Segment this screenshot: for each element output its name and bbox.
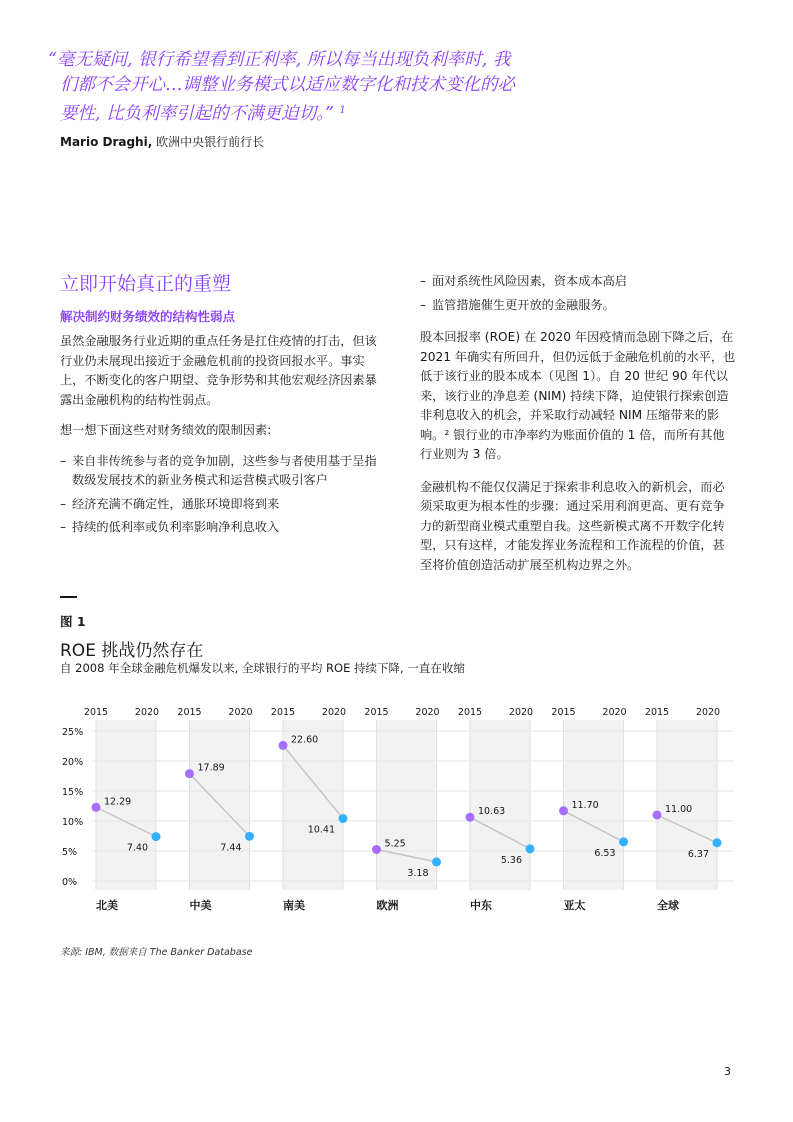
point-2015 (279, 741, 288, 750)
section-subheading: 解决制约财务绩效的结构性弱点 (60, 309, 236, 324)
quote-line-1: “毫无疑问, 银行希望看到正利率, 所以每当出现负利率时, 我 (48, 50, 511, 70)
point-2020 (152, 832, 161, 841)
x-year-label: 2015 (644, 707, 670, 718)
x-year-label: 2020 (695, 707, 721, 718)
list-item: – 面对系统性风险因素，资本成本高启 (420, 272, 736, 292)
list-item: – 经济充满不确定性，通胀环境即将到来 (60, 495, 385, 515)
left-column (60, 332, 385, 542)
pull-quote (48, 48, 568, 127)
x-year-label: 2015 (177, 707, 202, 718)
point-2015 (372, 845, 381, 854)
list-item: – 监管措施催生更开放的金融服务。 (420, 296, 736, 316)
quote-author: Mario Draghi, (60, 135, 153, 149)
point-2015 (559, 806, 568, 815)
y-tick-label: 5% (62, 847, 78, 858)
right-paragraph-2: 金融机构不能仅仅满足于探索非利息收入的新机会，而必须采取更为根本性的步骤：通过采用利润更高、更有竞争力的新型商业模式重塑自我。这些新模式离不开数字化转型，只有这样，才能发挥业务流程和工作流程的价值，甚至将价值创造活动扩展至机构边界之外。 (420, 479, 725, 572)
point-2015 (92, 803, 101, 812)
right-paragraph-1: 股本回报率 (ROE) 在 2020 年因疫情而急剧下降之后，在 2021 年确实有所回升，但仍远低于金融危机前的水平，也低于该行业的股本成本（见图 1）。自 20 世纪 90 年代以来，该行业的净息差 (NIM) 持续下降，迫使银行探索创造非利息收入的机会，并采取行动减轻 NIM 压缩带来的影响。² 银行业的市净率约为账面价值的 1 倍，而所有其他行业则为 3 倍。 (420, 330, 736, 461)
figure-label: 图 1 (60, 614, 86, 629)
figure-source: 来源: IBM, 数据来自 The Banker Database (60, 947, 253, 958)
data-label-2015: 5.25 (384, 838, 406, 850)
list-item: – 持续的低利率或负利率影响净利息收入 (60, 518, 385, 538)
y-tick-label: 15% (62, 787, 84, 798)
quote-line-3-text: 要性, 比负利率引起的不满更迫切。” (60, 104, 334, 124)
list-item: – 来自非传统参与者的竞争加剧，这些参与者使用基于呈指数级发展技术的新业务模式和运营模式吸引客户 (60, 452, 385, 491)
quote-attribution (60, 133, 264, 150)
x-year-label: 2015 (551, 707, 576, 718)
y-tick-label: 25% (62, 727, 84, 738)
x-year-label: 2015 (83, 707, 109, 718)
region-label: 北美 (96, 899, 118, 912)
region-label: 中美 (189, 899, 212, 912)
figure-divider (60, 596, 77, 598)
left-paragraph-1: 虽然金融服务行业近期的重点任务是扛住疫情的打击，但该行业仍未展现出接近于金融危机前的投资回报水平。事实上，不断变化的客户期望、竞争形势和其他宏观经济因素暴露出金融机构的结构性弱点。 (60, 334, 377, 407)
x-year-label: 2015 (457, 707, 483, 718)
point-2020 (245, 832, 254, 841)
page-number: 3 (724, 1065, 731, 1078)
figure-title: ROE 挑战仍然存在 (60, 641, 204, 661)
data-label-2015: 12.29 (104, 796, 132, 808)
point-2020 (432, 857, 441, 866)
data-label-2020: 7.40 (126, 842, 148, 854)
x-year-label: 2020 (228, 707, 253, 718)
quote-author-title: 欧洲中央银行前行长 (152, 135, 265, 149)
right-column (420, 272, 736, 586)
point-2015 (466, 813, 475, 822)
roe-slope-chart (58, 700, 748, 920)
left-bullet-list (60, 452, 385, 538)
data-label-2015: 17.89 (197, 762, 225, 774)
data-label-2015: 11.00 (665, 804, 693, 815)
point-2015 (185, 769, 194, 778)
data-label-2020: 5.36 (500, 854, 522, 866)
data-label-2020: 7.44 (220, 842, 242, 854)
y-tick-label: 20% (62, 757, 84, 768)
quote-line-2: 们都不会开心…调整业务模式以适应数字化和技术变化的必 (60, 75, 515, 95)
x-year-label: 2020 (321, 707, 347, 718)
x-year-label: 2015 (364, 707, 389, 718)
x-year-label: 2020 (415, 707, 440, 718)
data-label-2015: 11.70 (571, 799, 599, 811)
x-year-label: 2020 (134, 707, 160, 718)
figure-subtitle: 自 2008 年全球金融危机爆发以来, 全球银行的平均 ROE 持续下降, 一直在收缩 (60, 661, 465, 675)
data-label-2015: 10.63 (478, 806, 506, 818)
data-label-2020: 6.53 (594, 847, 616, 859)
region-label: 欧洲 (376, 899, 399, 912)
region-label: 亚太 (563, 899, 586, 912)
point-2020 (619, 837, 628, 846)
y-tick-label: 0% (62, 877, 78, 888)
quote-line-3 (48, 98, 568, 127)
data-label-2020: 6.37 (687, 848, 709, 860)
region-label: 全球 (657, 899, 679, 912)
x-year-label: 2020 (508, 707, 534, 718)
region-label: 中东 (470, 899, 492, 912)
region-band (283, 720, 343, 890)
left-paragraph-2: 想一想下面这些对财务绩效的限制因素: (60, 423, 272, 437)
region-band (377, 720, 437, 890)
x-year-label: 2015 (270, 707, 296, 718)
region-label: 南美 (283, 899, 305, 912)
x-year-label: 2020 (602, 707, 627, 718)
data-label-2015: 22.60 (291, 734, 319, 746)
right-bullet-list (420, 272, 736, 315)
point-2020 (339, 814, 348, 823)
data-label-2020: 10.41 (307, 824, 335, 836)
quote-footnote: 1 (339, 105, 346, 116)
point-2020 (526, 844, 535, 853)
y-tick-label: 10% (62, 817, 84, 828)
point-2015 (653, 811, 662, 820)
point-2020 (713, 838, 722, 847)
data-label-2020: 3.18 (407, 867, 429, 879)
section-title: 立即开始真正的重塑 (60, 273, 232, 295)
